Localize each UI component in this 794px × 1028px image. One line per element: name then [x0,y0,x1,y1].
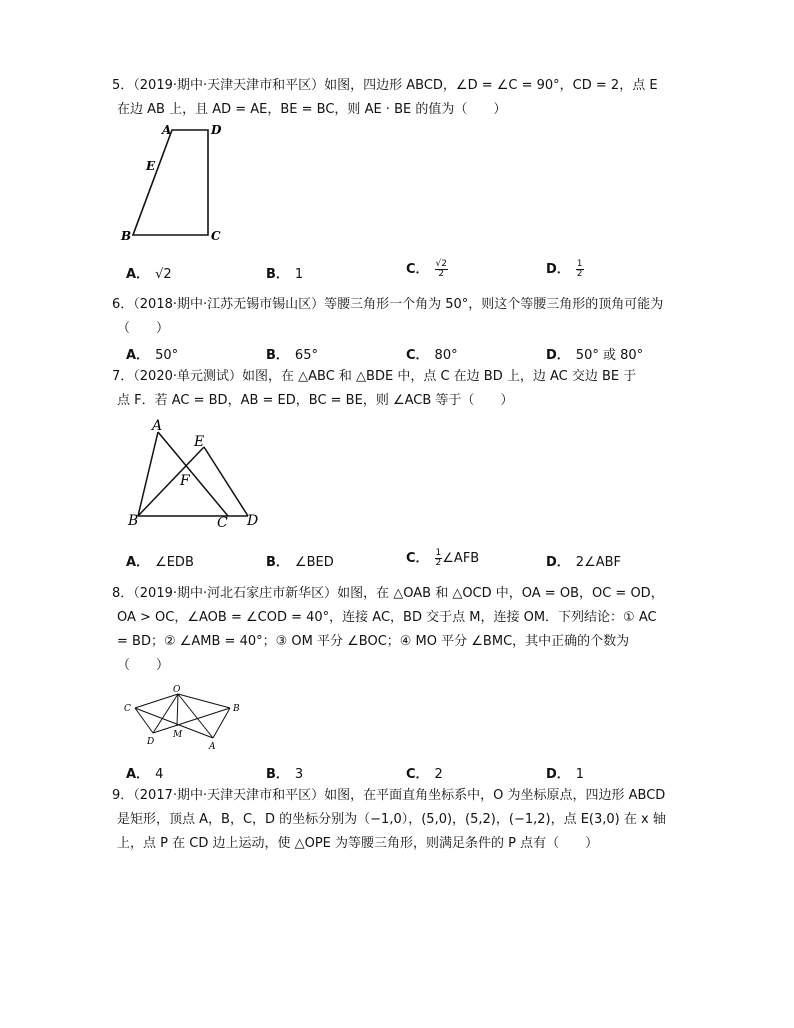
q6-option-c[interactable]: C． 80° [406,348,458,363]
q8-segment-OC [135,694,178,708]
q5-option-a[interactable]: A． √2 [126,267,172,282]
q7-segment-BE [138,447,204,516]
q8-segment-OB [178,694,230,708]
q6-option-a[interactable]: A． 50° [126,348,179,363]
q5-quadrilateral [133,130,208,235]
q8-label-B: B [233,704,240,714]
q7-figure [122,414,272,534]
q7-options [126,548,686,571]
q5-options [126,259,686,283]
q7-option-d[interactable]: D． 2∠ABF [546,555,622,570]
q7-option-c[interactable]: C． $\frac{1}{2}$ ∠AFB [406,548,480,568]
q7-stem-line2: 点 F．若 AC = BD，AB = ED，BC = BE，则 ∠ACB 等于（ ） [117,393,514,408]
q5-label-C: C [211,229,221,243]
q6-stem-line2: （ ） [117,321,170,336]
q9-stem-line3: 上，点 P 在 CD 边上运动，使 △OPE 为等腰三角形，则满足条件的 P 点有（ ） [117,836,599,851]
q8-label-C: C [124,704,131,714]
q7-option-b[interactable]: B． ∠BED [266,555,334,570]
q8-option-a[interactable]: A． 4 [126,767,164,782]
q9-stem-line1: 9．（2017·期中·天津天津市和平区）如图，在平面直角坐标系中，O 为坐标原点，四边形 ABCD [112,788,666,803]
q8-options [126,763,686,783]
q5-option-d[interactable]: D． $\frac{1}{2}$ [546,259,583,279]
q6-options [126,344,686,364]
q7-segment-AB [138,432,158,516]
q8-stem-line2: OA > OC，∠AOB = ∠COD = 40°，连接 AC，BD 交于点 M，连接 OM．下列结论：① AC [117,610,657,625]
q7-label-F: F [180,473,190,489]
q8-label-D: D [147,737,155,747]
q8-stem-line4: （ ） [117,658,170,673]
q5-stem-line1: 5．（2019·期中·天津天津市和平区）如图，四边形 ABCD，∠D = ∠C = 90°，CD = 2，点 E [112,78,658,93]
q5-label-E: E [146,159,156,173]
q8-segment-OD [153,694,178,733]
q5-option-c[interactable]: C． $\frac{√2}{2}$ [406,259,448,279]
q7-label-C: C [217,515,228,531]
q7-stem-line1: 7．（2020·单元测试）如图，在 △ABC 和 △BDE 中，点 C 在边 BD 上，边 AC 交边 BE 于 [112,369,637,384]
q7-label-B: B [128,513,139,529]
q9-stem-line2: 是矩形，顶点 A，B，C，D 的坐标分别为（−1,0），(5,0)，(5,2)，(−1,2)，点 E(3,0) 在 x 轴 [117,812,666,827]
q8-option-b[interactable]: B． 3 [266,767,304,782]
q6-option-b[interactable]: B． 65° [266,348,318,363]
q8-option-c[interactable]: C． 2 [406,767,443,782]
q8-label-M: M [173,730,183,740]
q5-label-D: D [211,123,222,137]
q6-stem-line1: 6．（2018·期中·江苏无锡市锡山区）等腰三角形一个角为 50°，则这个等腰三角形的顶角可能为 [112,297,664,312]
q5-label-B: B [121,229,132,243]
q7-label-E: E [194,434,205,450]
q8-label-O: O [173,685,181,695]
q6-option-d[interactable]: D． 50° 或 80° [546,348,644,363]
q5-label-A: A [162,123,172,137]
q5-stem-line2: 在边 AB 上，且 AD = AE，BE = BC，则 AE · BE 的值为（ ） [117,102,507,117]
q7-label-D: D [247,513,259,529]
q8-segment-OM [177,694,178,726]
q7-option-a[interactable]: A． ∠EDB [126,555,194,570]
q8-label-A: A [209,742,216,752]
q5-option-b[interactable]: B． 1 [266,267,304,282]
q8-figure [118,682,248,754]
q8-option-d[interactable]: D． 1 [546,767,585,782]
q8-stem-line1: 8．（2019·期中·河北石家庄市新华区）如图，在 △OAB 和 △OCD 中，OA = OB，OC = OD， [112,586,664,601]
q7-label-A: A [152,418,163,434]
q8-stem-line3: = BD；② ∠AMB = 40°；③ OM 平分 ∠BOC；④ MO 平分 ∠BMC，其中正确的个数为 [117,634,630,649]
q5-figure [112,118,232,246]
q7-segment-ED [204,447,248,516]
q7-segment-AC [158,432,228,516]
